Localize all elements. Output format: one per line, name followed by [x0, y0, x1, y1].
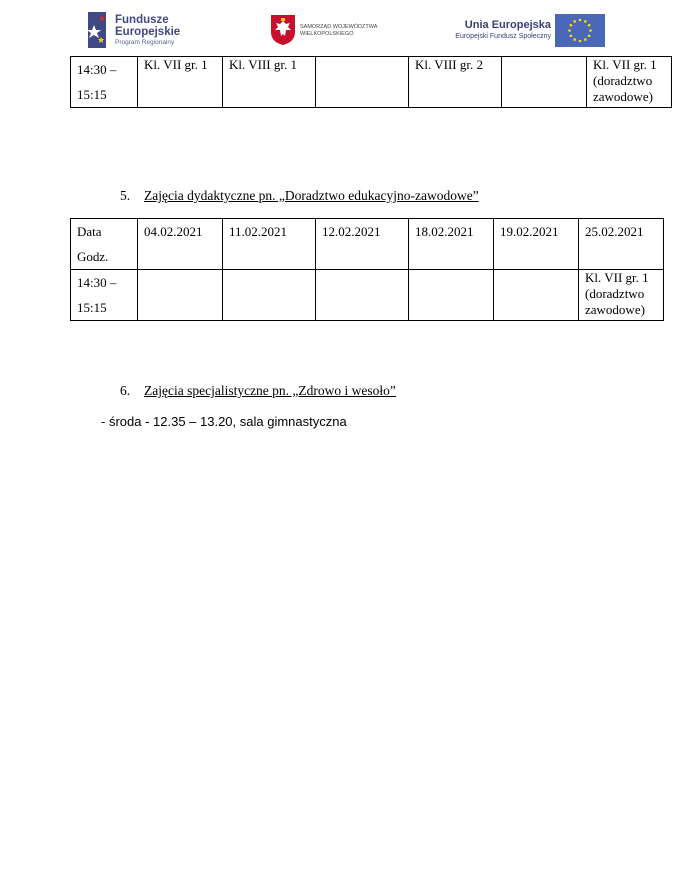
fundusze-europejskie-logo [86, 11, 196, 49]
time-cell: 14:30 – 15:15 [71, 57, 138, 108]
doradztwo-schedule-table [70, 218, 664, 321]
table-cell: Kl. VII gr. 1 (doradztwo zawodowe) [579, 270, 664, 321]
sw-logo-line2: WIELKOPOLSKIEGO [300, 31, 354, 37]
table-cell [409, 270, 494, 321]
wielkopolska-logo [270, 14, 390, 48]
table-cell: Kl. VIII gr. 1 [223, 57, 316, 108]
fe-logo-line2: Europejskie [115, 26, 181, 38]
section-5-heading [120, 188, 479, 204]
eagle-coat-of-arms-icon [270, 14, 296, 46]
table-cell: Kl. VII gr. 1 (doradztwo zawodowe) [587, 57, 672, 108]
schedule-line: - środa - 12.35 – 13.20, sala gimnastyczna [101, 414, 347, 429]
date-header: 25.02.2021 [579, 219, 664, 270]
section-title: Zajęcia dydaktyczne pn. „Doradztwo edukacyjno-zawodowe” [144, 188, 479, 203]
table-row [71, 270, 664, 321]
table-cell [316, 270, 409, 321]
ue-logo-line1: Unia Europejska [464, 19, 551, 31]
date-header: 18.02.2021 [409, 219, 494, 270]
sw-logo-line1: SAMORZĄD WOJEWÓDZTWA [300, 24, 378, 30]
date-header: 11.02.2021 [223, 219, 316, 270]
table-cell: Kl. VII gr. 1 [138, 57, 223, 108]
section-title: Zajęcia specjalistyczne pn. „Zdrowo i wesoło” [144, 383, 396, 398]
fe-logo-line3: Program Regionalny [115, 39, 175, 46]
section-number: 6. [120, 383, 131, 398]
section-number: 5. [120, 188, 131, 203]
table-cell [494, 270, 579, 321]
table-cell: Kl. VIII gr. 2 [409, 57, 502, 108]
ue-logo-line2: Europejski Fundusz Społeczny [455, 33, 551, 40]
table-cell [502, 57, 587, 108]
fe-star-icon [86, 11, 110, 49]
fe-logo-line1: Fundusze [115, 14, 169, 26]
date-header: 04.02.2021 [138, 219, 223, 270]
page-header [0, 0, 697, 56]
table-cell [316, 57, 409, 108]
table-cell [138, 270, 223, 321]
schedule-table-continued [70, 56, 672, 108]
data-godz-header: Data Godz. [71, 219, 138, 270]
unia-europejska-logo [440, 14, 605, 48]
table-row [71, 57, 672, 108]
time-cell: 14:30 – 15:15 [71, 270, 138, 321]
date-header: 19.02.2021 [494, 219, 579, 270]
section-6-heading [120, 383, 396, 399]
table-cell [223, 270, 316, 321]
eu-flag-icon [555, 14, 605, 47]
table-header-row [71, 219, 664, 270]
date-header: 12.02.2021 [316, 219, 409, 270]
